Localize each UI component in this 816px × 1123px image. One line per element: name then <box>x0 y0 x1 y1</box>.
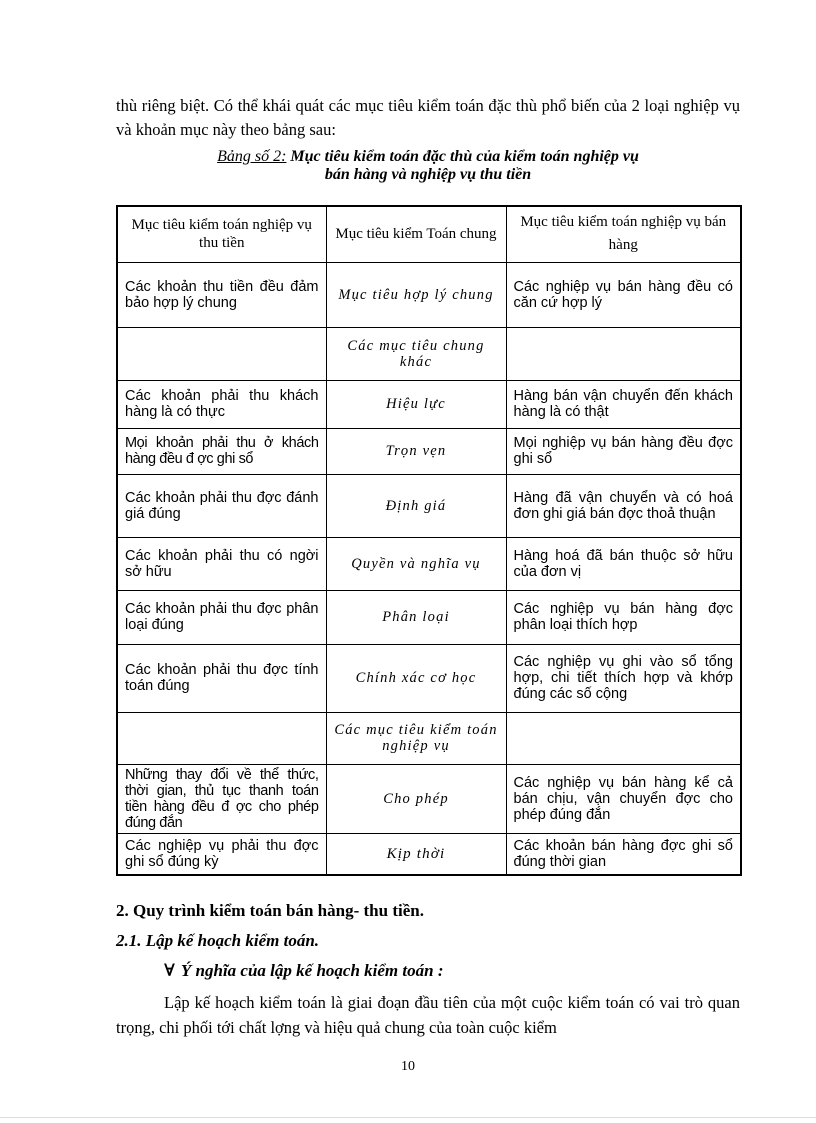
cell-receipts: Các khoản thu tiền đều đảm bảo hợp lý chung <box>117 262 326 327</box>
cell-receipts <box>117 712 326 764</box>
table-row <box>117 712 741 764</box>
page-number: 10 <box>401 1059 415 1074</box>
cell-sales: Các nghiệp vụ bán hàng kể cả bán chịu, vận chuyển đợc cho phép đúng đắn <box>506 764 741 833</box>
cell-sales: Hàng đã vận chuyển và có hoá đơn ghi giá bán đợc thoả thuận <box>506 474 741 537</box>
bullet-heading <box>164 961 443 981</box>
body-paragraph-text: Lập kế hoạch kiểm toán là giai đoạn đầu tiên của một cuộc kiểm toán có vai trò quan trọng, chi phối tới chất lợng và hiệu quả chung của toàn cuộc kiểm <box>116 993 740 1037</box>
table-row <box>117 644 741 712</box>
audit-objectives-table <box>116 205 742 876</box>
cell-sales: Hàng bán vận chuyển đến khách hàng là có thật <box>506 380 741 428</box>
cell-general: Các mục tiêu kiểm toán nghiệp vụ <box>326 712 506 764</box>
cell-receipts: Các khoản phải thu đợc tính toán đúng <box>117 644 326 712</box>
table-row <box>117 590 741 644</box>
cell-receipts: Các khoản phải thu đợc đánh giá đúng <box>117 474 326 537</box>
cell-general: Cho phép <box>326 764 506 833</box>
cell-receipts: Những thay đổi về thể thức, thời gian, thủ tục thanh toán tiền hàng đều đ ợc cho phép đúng đắn <box>117 764 326 833</box>
cell-receipts: Các nghiệp vụ phải thu đợc ghi sổ đúng kỳ <box>117 833 326 875</box>
table-row <box>117 380 741 428</box>
cell-sales: Hàng hoá đã bán thuộc sở hữu của đơn vị <box>506 537 741 590</box>
cell-general: Các mục tiêu chung khác <box>326 327 506 380</box>
cell-general: Trọn vẹn <box>326 428 506 474</box>
cell-receipts: Mọi khoản phải thu ở khách hàng đều đ ợc ghi sổ <box>117 428 326 474</box>
cell-sales: Các nghiệp vụ bán hàng đều có căn cứ hợp lý <box>506 262 741 327</box>
table-row <box>117 474 741 537</box>
cell-general: Định giá <box>326 474 506 537</box>
cell-sales: Các nghiệp vụ bán hàng đợc phân loại thích hợp <box>506 590 741 644</box>
cell-sales <box>506 712 741 764</box>
table-row <box>117 833 741 875</box>
header-sales-objectives: Mục tiêu kiểm toán nghiệp vụ bán hàng <box>506 206 741 262</box>
caption-lead: Bảng số 2: <box>217 148 287 165</box>
body-paragraph <box>116 990 740 1040</box>
cell-general: Mục tiêu hợp lý chung <box>326 262 506 327</box>
table-header-row <box>117 206 741 262</box>
cell-sales: Mọi nghiệp vụ bán hàng đều đợc ghi sổ <box>506 428 741 474</box>
intro-paragraph <box>116 94 740 142</box>
cell-general: Quyền và nghĩa vụ <box>326 537 506 590</box>
cell-general: Phân loại <box>326 590 506 644</box>
cell-sales: Các khoản bán hàng đợc ghi sổ đúng thời gian <box>506 833 741 875</box>
table-row <box>117 764 741 833</box>
header-general-objectives: Mục tiêu kiểm Toán chung <box>326 206 506 262</box>
checkmark-icon: ∀ <box>164 961 175 980</box>
subsection-heading: 2.1. Lập kế hoạch kiểm toán. <box>116 931 320 950</box>
table-row <box>117 327 741 380</box>
section-heading: 2. Quy trình kiểm toán bán hàng- thu tiền. <box>116 901 424 920</box>
cell-receipts: Các khoản phải thu đợc phân loại đúng <box>117 590 326 644</box>
cell-sales <box>506 327 741 380</box>
cell-receipts: Các khoản phải thu có ngời sở hữu <box>117 537 326 590</box>
table-caption <box>116 148 740 184</box>
cell-receipts <box>117 327 326 380</box>
header-receipts-objectives: Mục tiêu kiểm toán nghiệp vụ thu tiền <box>117 206 326 262</box>
cell-general: Chính xác cơ học <box>326 644 506 712</box>
bullet-heading-text: Ý nghĩa của lập kế hoạch kiểm toán : <box>180 961 444 980</box>
table-row <box>117 262 741 327</box>
table-row <box>117 537 741 590</box>
intro-text: thù riêng biệt. Có thể khái quát các mục tiêu kiểm toán đặc thù phổ biến của 2 loại nghiệp vụ và khoản mục này theo bảng sau: <box>116 96 740 139</box>
table-row <box>117 428 741 474</box>
page-bottom-divider <box>0 1117 816 1118</box>
cell-receipts: Các khoản phải thu khách hàng là có thực <box>117 380 326 428</box>
cell-sales: Các nghiệp vụ ghi vào sổ tổng hợp, chi tiết thích hợp và khớp đúng các số cộng <box>506 644 741 712</box>
cell-general: Hiệu lực <box>326 380 506 428</box>
caption-title-line2: bán hàng và nghiệp vụ thu tiền <box>324 166 532 183</box>
caption-title-line1: Mục tiêu kiểm toán đặc thù của kiểm toán nghiệp vụ <box>286 148 639 165</box>
cell-general: Kịp thời <box>326 833 506 875</box>
